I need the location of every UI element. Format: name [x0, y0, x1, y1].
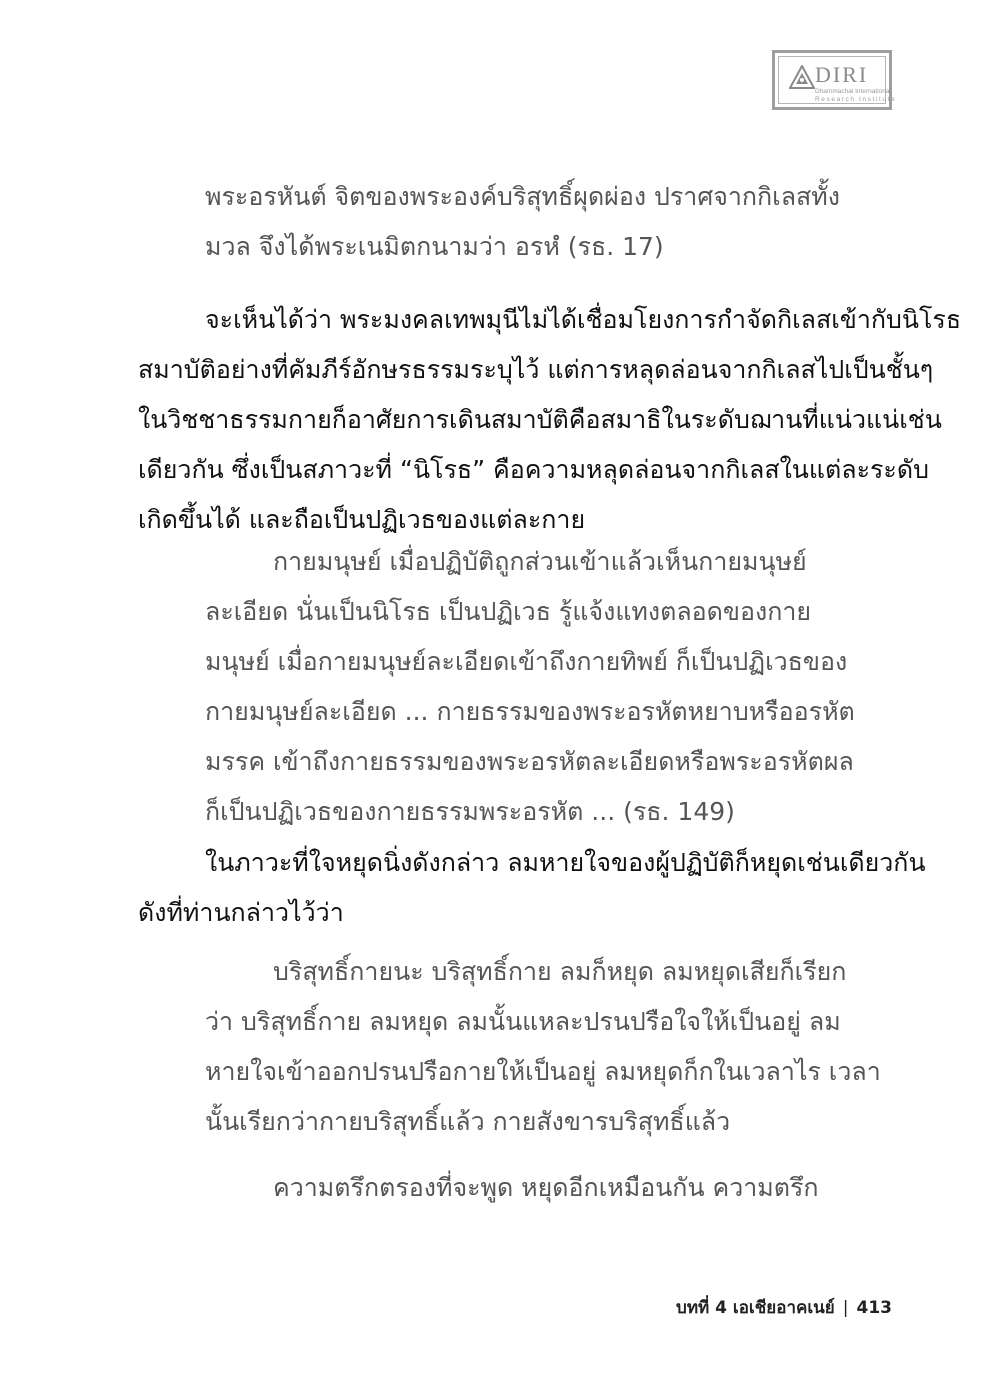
- quote-2-line-3: มนุษย์ เมื่อกายมนุษย์ละเอียดเข้าถึงกายทิพย์ ก็เป็นปฏิเวธของ: [205, 647, 848, 676]
- logo-name: DIRI: [815, 62, 869, 87]
- page-footer: [676, 1294, 892, 1321]
- paragraph-1-line-2: สมาบัติอย่างที่คัมภีร์อักษรธรรมระบุไว้ แต่การหลุดล่อนจากกิเลสไปเป็นชั้นๆ: [138, 355, 934, 384]
- quote-3-line-1: บริสุทธิ์กายนะ บริสุทธิ์กาย ลมก็หยุด ลมหยุดเสียก็เรียก: [273, 957, 847, 986]
- quote-3-line-4: นั้นเรียกว่ากายบริสุทธิ์แล้ว กายสังขารบริสุทธิ์แล้ว: [205, 1107, 731, 1136]
- logo-subtitle-line2: Research Institute: [815, 96, 897, 103]
- paragraph-2-line-1: ในภาวะที่ใจหยุดนิ่งดังกล่าว ลมหายใจของผู้ปฏิบัติก็หยุดเช่นเดียวกัน: [205, 848, 926, 877]
- quote-2-line-4: กายมนุษย์ละเอียด ... กายธรรมของพระอรหัตหยาบหรืออรหัต: [205, 697, 855, 726]
- page-number: 413: [856, 1298, 892, 1318]
- quote-block-4: [205, 1163, 819, 1213]
- paragraph-1-line-1: จะเห็นได้ว่า พระมงคลเทพมุนีไม่ได้เชื่อมโยงการกำจัดกิเลสเข้ากับนิโรธ: [205, 305, 962, 334]
- quote-4-line-1: ความตรึกตรองที่จะพูด หยุดอีกเหมือนกัน ความตรึก: [273, 1173, 819, 1202]
- body-paragraph-1: [138, 295, 961, 545]
- institute-logo: [772, 50, 897, 110]
- triangle-logo-icon: [789, 65, 815, 89]
- quote-1-line-1: พระอรหันต์ จิตของพระองค์บริสุทธิ์ผุดผ่อง ปราศจากกิเลสทั้ง: [205, 182, 840, 211]
- quote-block-1: [205, 172, 840, 272]
- quote-2-line-6: ก็เป็นปฏิเวธของกายธรรมพระอรหัต ... (รธ. 149): [205, 797, 735, 826]
- quote-block-3: [205, 947, 881, 1147]
- paragraph-2-line-2: ดังที่ท่านกล่าวไว้ว่า: [138, 898, 344, 927]
- quote-2-line-2: ละเอียด นั่นเป็นนิโรธ เป็นปฏิเวธ รู้แจ้งแทงตลอดของกาย: [205, 597, 812, 626]
- paragraph-1-line-5: เกิดขึ้นได้ และถือเป็นปฏิเวธของแต่ละกาย: [138, 505, 586, 534]
- quote-3-line-3: หายใจเข้าออกปรนปรือกายให้เป็นอยู่ ลมหยุดก็กในเวลาไร เวลา: [205, 1057, 881, 1086]
- quote-3-line-2: ว่า บริสุทธิ์กาย ลมหยุด ลมนั้นแหละปรนปรือใจให้เป็นอยู่ ลม: [205, 1007, 841, 1036]
- logo-frame: [778, 56, 897, 104]
- paragraph-1-line-4: เดียวกัน ซึ่งเป็นสภาวะที่ “นิโรธ” คือความหลุดล่อนจากกิเลสในแต่ละระดับ: [138, 455, 929, 484]
- logo-subtitle-line1: Dhammachai International: [815, 88, 891, 95]
- quote-1-line-2: มวล จึงได้พระเนมิตกนามว่า อรหํ (รธ. 17): [205, 232, 664, 261]
- quote-2-line-1: กายมนุษย์ เมื่อปฏิบัติถูกส่วนเข้าแล้วเห็นกายมนุษย์: [273, 547, 807, 576]
- footer-separator: |: [842, 1298, 849, 1318]
- quote-2-line-5: มรรค เข้าถึงกายธรรมของพระอรหัตละเอียดหรือพระอรหัตผล: [205, 747, 854, 776]
- body-paragraph-2: [138, 838, 926, 938]
- chapter-title: บทที่ 4 เอเชียอาคเนย์: [676, 1298, 835, 1318]
- quote-block-2: [205, 537, 855, 837]
- paragraph-1-line-3: ในวิชชาธรรมกายก็อาศัยการเดินสมาบัติคือสมาธิในระดับฌานที่แน่วแน่เช่น: [138, 405, 942, 434]
